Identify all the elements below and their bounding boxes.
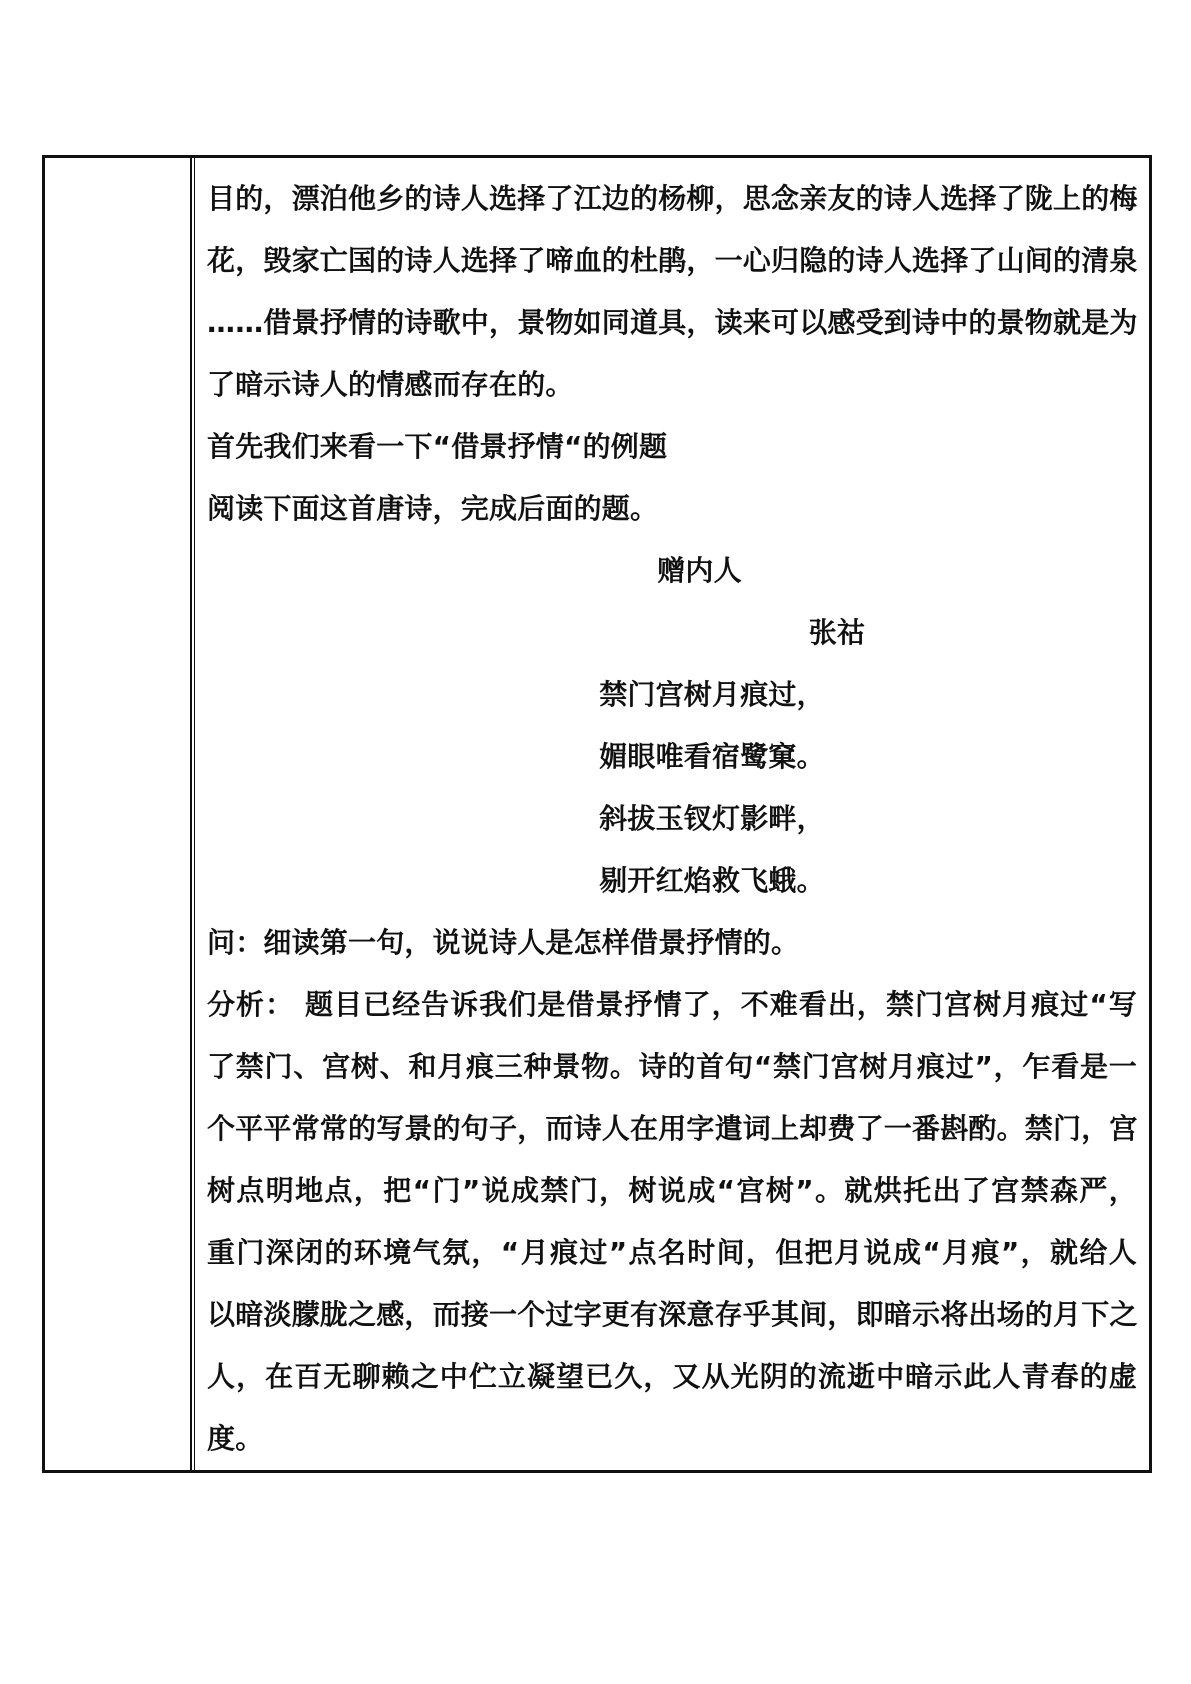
analysis-line: 人，在百无聊赖之中伫立凝望已久，又从光阴的流逝中暗示此人青春的虚	[207, 1360, 1137, 1393]
analysis-line: 分析： 题目已经告诉我们是借景抒情了，不难看出，禁门宫树月痕过“写	[207, 988, 1137, 1021]
right-column-cell	[194, 158, 1149, 1470]
poem-author: 张祜	[808, 616, 866, 649]
analysis-line: 树点明地点，把“门”说成禁门，树说成“宫树”。就烘托出了宫禁森严，	[207, 1174, 1137, 1207]
poem-line: 禁门宫树月痕过，	[599, 678, 825, 711]
intro-line-2: 花，毁家亡国的诗人选择了啼血的杜鹃，一心归隐的诗人选择了山间的清泉	[207, 244, 1138, 277]
content-table	[42, 155, 1152, 1473]
analysis-line: 重门深闭的环境气氛，“月痕过”点名时间，但把月说成“月痕”，就给人	[207, 1236, 1137, 1269]
analysis-line: 以暗淡朦胧之感，而接一个过字更有深意存乎其间，即暗示将出场的月下之	[207, 1298, 1138, 1331]
analysis-line: 度。	[207, 1422, 264, 1455]
intro-line-5: 首先我们来看一下“借景抒情“的例题	[207, 430, 668, 463]
intro-line-1: 目的，漂泊他乡的诗人选择了江边的杨柳，思念亲友的诗人选择了陇上的梅	[207, 182, 1138, 215]
poem-line: 斜拔玉钗灯影畔，	[599, 802, 825, 835]
analysis-line: 个平平常常的写景的句子，而诗人在用字遣词上却费了一番斟酌。禁门，宫	[207, 1112, 1138, 1145]
intro-line-4: 了暗示诗人的情感而存在的。	[207, 368, 574, 401]
poem-title: 赠内人	[657, 554, 742, 587]
poem-line: 剔开红焰救飞蛾。	[599, 864, 825, 897]
analysis-line: 了禁门、宫树、和月痕三种景物。诗的首句“禁门宫树月痕过”，乍看是一	[207, 1050, 1137, 1083]
intro-line-3: ……借景抒情的诗歌中，景物如同道具，读来可以感受到诗中的景物就是为	[207, 306, 1138, 339]
intro-line-6: 阅读下面这首唐诗，完成后面的题。	[207, 492, 659, 525]
question-text: 问：细读第一句，说说诗人是怎样借景抒情的。	[207, 926, 800, 959]
poem-line: 媚眼唯看宿鹭窠。	[599, 740, 825, 773]
left-column-cell	[45, 158, 192, 1470]
